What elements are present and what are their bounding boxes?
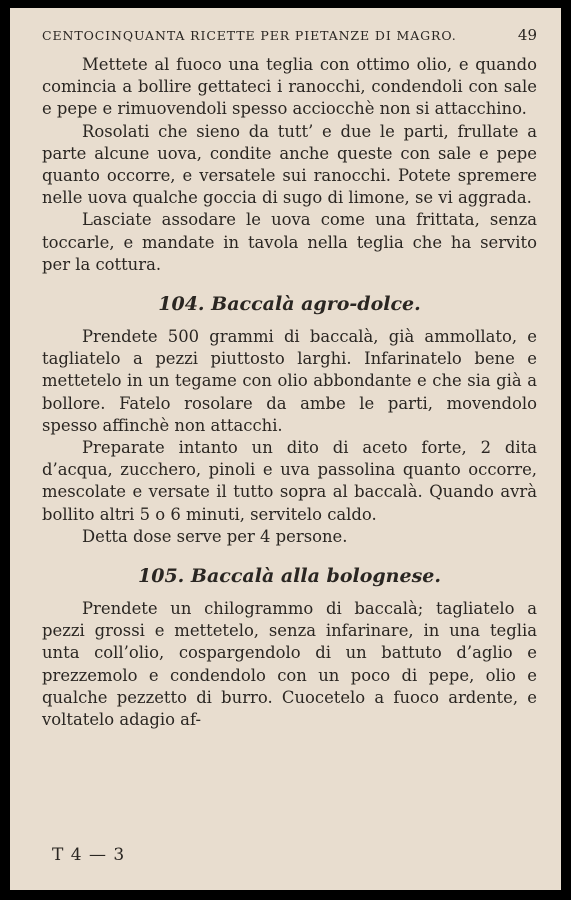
running-title: CENTOCINQUANTA RICETTE PER PIETANZE DI MAGRO. [42, 28, 457, 43]
running-header [42, 26, 537, 44]
recipe-title-104: 104. Baccalà agro-dolce. [158, 293, 421, 316]
paragraph: Lasciate assodare le uova come una frittata, senza toccarle, e mandate in tavola nella teglia che ha servito per la cottura. [42, 210, 537, 274]
book-page [10, 8, 561, 890]
recipe-title-105: 105. Baccalà alla bolognese. [138, 565, 441, 588]
paragraph: Prendete 500 grammi di baccalà, già ammollato, e tagliatelo a pezzi piuttosto larghi. Infarinatelo bene e mettetelo in un tegame con olio abbondante e che sia già a bollore. Fatelo rosolare da ambe le parti, movendolo spesso affinchè non attacchi. [42, 327, 537, 435]
page-number: 49 [517, 26, 537, 44]
signature-mark: T 4 — 3 [52, 845, 126, 865]
paragraph: Prendete un chilogrammo di baccalà; tagliatelo a pezzi grossi e mettetelo, senza infarinare, in una teglia unta coll’olio, cospargendolo di un battuto d’aglio e prezzemolo e condendolo con un poco di pepe, olio e qualche pezzetto di burro. Cuocetelo a fuoco ardente, e voltatelo adagio af- [42, 599, 537, 730]
paragraph: Mettete al fuoco una teglia con ottimo olio, e quando comincia a bollire gettateci i ranocchi, condendoli con sale e pepe e rimuovendoli spesso acciocchè non si attacchino. [42, 55, 537, 119]
paragraph: Preparate intanto un dito di aceto forte, 2 dita d’acqua, zucchero, pinoli e uva passolina quanto occorre, mescolate e versate il tutto sopra al baccalà. Quando avrà bollito altri 5 o 6 minuti, servitelo caldo. [42, 438, 537, 524]
paragraph: Rosolati che sieno da tutt’ e due le parti, frullate a parte alcune uova, condite anche queste con sale e pepe quanto occorre, e versatele sui ranocchi. Potete spremere nelle uova qualche goccia di sugo di limone, se vi aggrada. [42, 121, 537, 208]
dose-note: Detta dose serve per 4 persone. [82, 526, 348, 546]
